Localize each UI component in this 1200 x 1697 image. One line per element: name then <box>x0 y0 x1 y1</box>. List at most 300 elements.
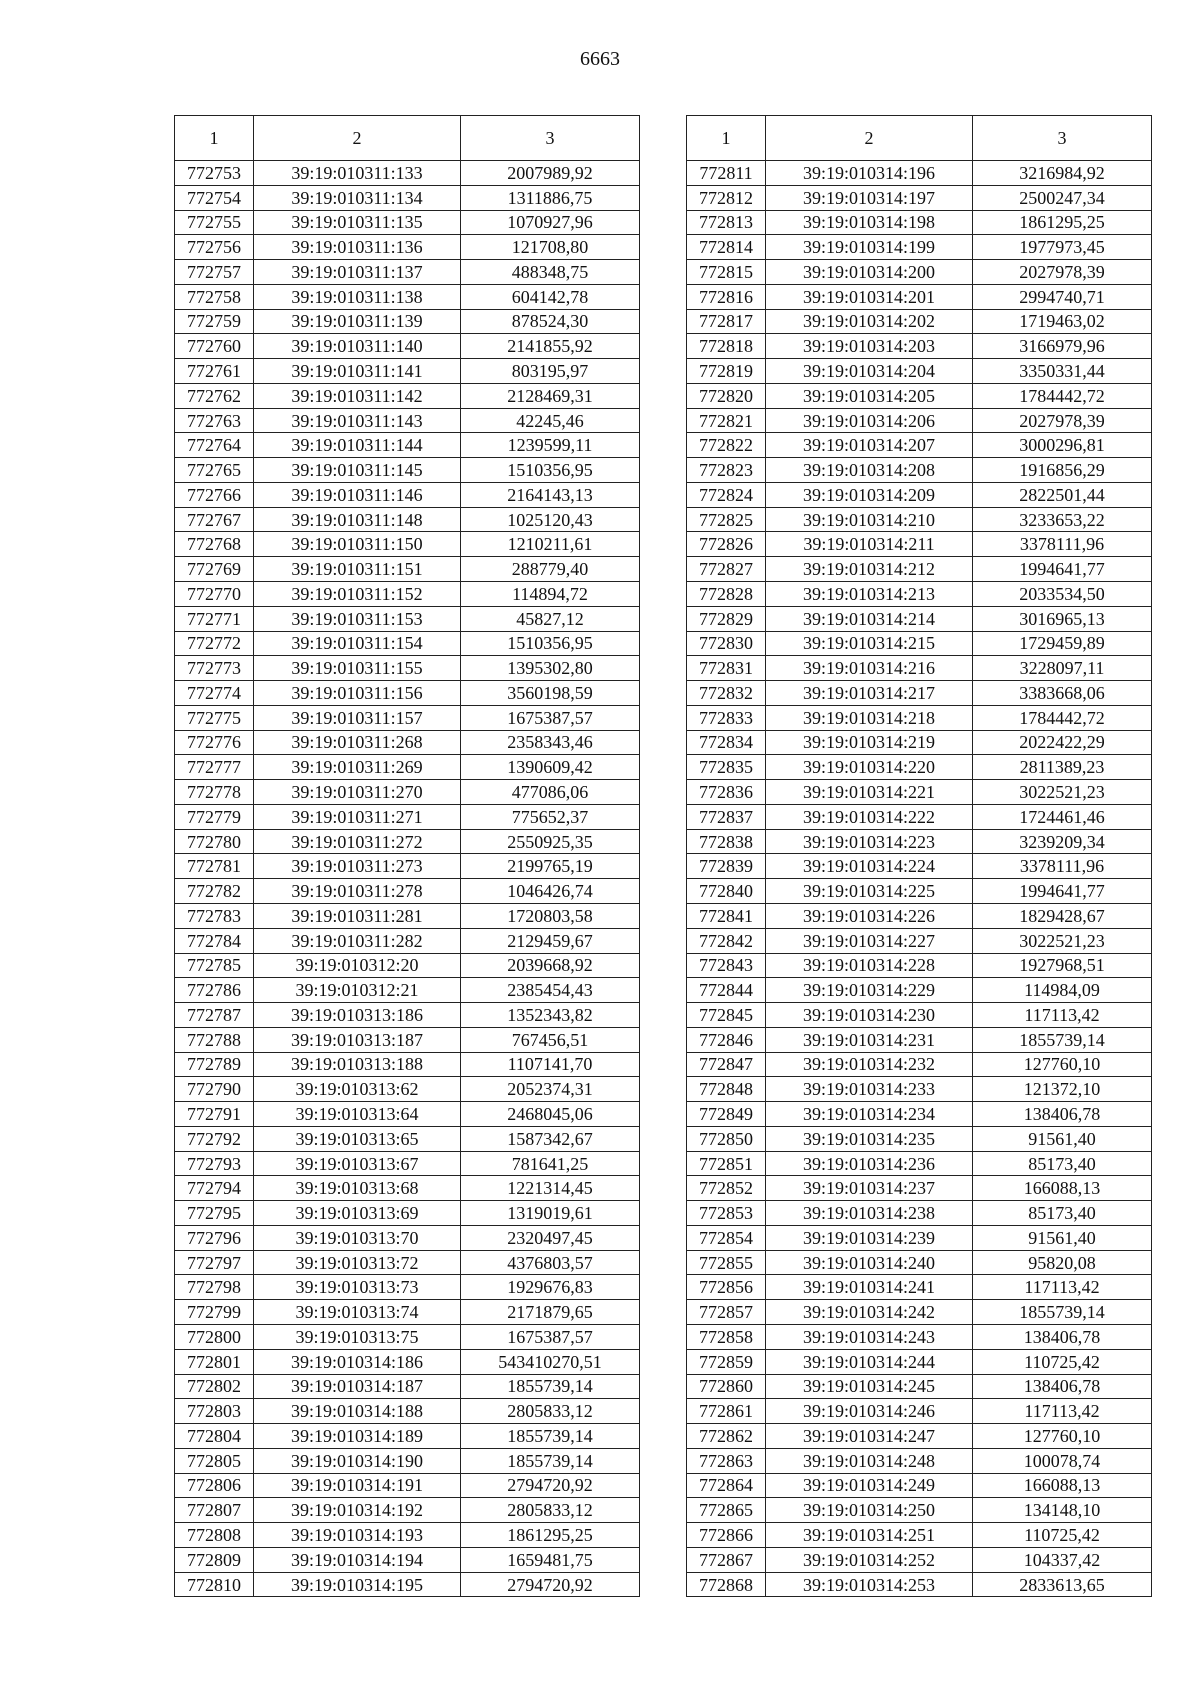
value-cell: 1352343,82 <box>461 1003 640 1028</box>
row-number-cell: 772866 <box>687 1523 766 1548</box>
row-number-cell: 772776 <box>175 730 254 755</box>
value-cell: 121708,80 <box>461 235 640 260</box>
table-row <box>175 235 640 260</box>
row-number-cell: 772755 <box>175 210 254 235</box>
value-cell: 803195,97 <box>461 359 640 384</box>
value-cell: 2811389,23 <box>973 755 1152 780</box>
row-number-cell: 772842 <box>687 928 766 953</box>
value-cell: 2033534,50 <box>973 582 1152 607</box>
value-cell: 543410270,51 <box>461 1349 640 1374</box>
row-number-cell: 772762 <box>175 383 254 408</box>
value-cell: 781641,25 <box>461 1151 640 1176</box>
value-cell: 1861295,25 <box>461 1523 640 1548</box>
row-number-cell: 772834 <box>687 730 766 755</box>
table-row <box>175 359 640 384</box>
table-row <box>175 631 640 656</box>
cadastral-number-cell: 39:19:010311:136 <box>254 235 461 260</box>
value-cell: 117113,42 <box>973 1275 1152 1300</box>
row-number-cell: 772760 <box>175 334 254 359</box>
row-number-cell: 772830 <box>687 631 766 656</box>
value-cell: 42245,46 <box>461 408 640 433</box>
row-number-cell: 772826 <box>687 532 766 557</box>
value-cell: 604142,78 <box>461 284 640 309</box>
value-cell: 1070927,96 <box>461 210 640 235</box>
cadastral-number-cell: 39:19:010314:197 <box>766 185 973 210</box>
right-table-body <box>687 161 1152 1597</box>
cadastral-number-cell: 39:19:010311:151 <box>254 557 461 582</box>
table-row <box>175 161 640 186</box>
cadastral-number-cell: 39:19:010311:143 <box>254 408 461 433</box>
cadastral-number-cell: 39:19:010314:247 <box>766 1424 973 1449</box>
row-number-cell: 772779 <box>175 804 254 829</box>
cadastral-number-cell: 39:19:010314:234 <box>766 1102 973 1127</box>
cadastral-number-cell: 39:19:010313:72 <box>254 1250 461 1275</box>
row-number-cell: 772803 <box>175 1399 254 1424</box>
cadastral-number-cell: 39:19:010314:239 <box>766 1225 973 1250</box>
cadastral-number-cell: 39:19:010314:225 <box>766 879 973 904</box>
cadastral-number-cell: 39:19:010313:187 <box>254 1027 461 1052</box>
value-cell: 114894,72 <box>461 582 640 607</box>
row-number-cell: 772851 <box>687 1151 766 1176</box>
value-cell: 1994641,77 <box>973 879 1152 904</box>
row-number-cell: 772820 <box>687 383 766 408</box>
cadastral-number-cell: 39:19:010314:250 <box>766 1498 973 1523</box>
row-number-cell: 772798 <box>175 1275 254 1300</box>
table-row <box>687 532 1152 557</box>
row-number-cell: 772846 <box>687 1027 766 1052</box>
cadastral-number-cell: 39:19:010311:273 <box>254 854 461 879</box>
row-number-cell: 772805 <box>175 1448 254 1473</box>
cadastral-number-cell: 39:19:010311:152 <box>254 582 461 607</box>
value-cell: 1916856,29 <box>973 458 1152 483</box>
value-cell: 1861295,25 <box>973 210 1152 235</box>
row-number-cell: 772827 <box>687 557 766 582</box>
table-row <box>687 854 1152 879</box>
value-cell: 878524,30 <box>461 309 640 334</box>
table-row <box>687 730 1152 755</box>
table-row <box>175 260 640 285</box>
value-cell: 138406,78 <box>973 1374 1152 1399</box>
value-cell: 2320497,45 <box>461 1225 640 1250</box>
row-number-cell: 772753 <box>175 161 254 186</box>
cadastral-number-cell: 39:19:010311:153 <box>254 606 461 631</box>
value-cell: 3228097,11 <box>973 656 1152 681</box>
row-number-cell: 772811 <box>687 161 766 186</box>
table-row <box>687 1176 1152 1201</box>
value-cell: 1927968,51 <box>973 953 1152 978</box>
cadastral-number-cell: 39:19:010313:188 <box>254 1052 461 1077</box>
value-cell: 1221314,45 <box>461 1176 640 1201</box>
value-cell: 3233653,22 <box>973 507 1152 532</box>
row-number-cell: 772807 <box>175 1498 254 1523</box>
cadastral-number-cell: 39:19:010314:188 <box>254 1399 461 1424</box>
column-header-3: 3 <box>461 116 640 161</box>
row-number-cell: 772804 <box>175 1424 254 1449</box>
row-number-cell: 772768 <box>175 532 254 557</box>
cadastral-number-cell: 39:19:010311:146 <box>254 482 461 507</box>
row-number-cell: 772815 <box>687 260 766 285</box>
value-cell: 1025120,43 <box>461 507 640 532</box>
table-row <box>687 482 1152 507</box>
cadastral-number-cell: 39:19:010314:249 <box>766 1473 973 1498</box>
table-row <box>175 284 640 309</box>
row-number-cell: 772800 <box>175 1324 254 1349</box>
row-number-cell: 772767 <box>175 507 254 532</box>
value-cell: 85173,40 <box>973 1151 1152 1176</box>
column-header-3: 3 <box>973 116 1152 161</box>
table-row <box>687 1052 1152 1077</box>
cadastral-number-cell: 39:19:010314:195 <box>254 1572 461 1597</box>
value-cell: 767456,51 <box>461 1027 640 1052</box>
table-row <box>175 978 640 1003</box>
page-number: 6663 <box>580 48 620 70</box>
cadastral-number-cell: 39:19:010314:199 <box>766 235 973 260</box>
table-row <box>175 1201 640 1226</box>
value-cell: 2822501,44 <box>973 482 1152 507</box>
row-number-cell: 772814 <box>687 235 766 260</box>
table-row <box>175 1052 640 1077</box>
cadastral-number-cell: 39:19:010314:241 <box>766 1275 973 1300</box>
table-row <box>175 1151 640 1176</box>
table-row <box>687 185 1152 210</box>
cadastral-number-cell: 39:19:010314:202 <box>766 309 973 334</box>
value-cell: 1855739,14 <box>973 1027 1152 1052</box>
cadastral-number-cell: 39:19:010314:221 <box>766 780 973 805</box>
row-number-cell: 772761 <box>175 359 254 384</box>
cadastral-number-cell: 39:19:010314:229 <box>766 978 973 1003</box>
row-number-cell: 772862 <box>687 1424 766 1449</box>
value-cell: 4376803,57 <box>461 1250 640 1275</box>
cadastral-number-cell: 39:19:010314:227 <box>766 928 973 953</box>
table-row <box>175 1374 640 1399</box>
value-cell: 3000296,81 <box>973 433 1152 458</box>
cadastral-number-cell: 39:19:010314:214 <box>766 606 973 631</box>
row-number-cell: 772809 <box>175 1547 254 1572</box>
value-cell: 117113,42 <box>973 1003 1152 1028</box>
row-number-cell: 772845 <box>687 1003 766 1028</box>
value-cell: 3239209,34 <box>973 829 1152 854</box>
value-cell: 2794720,92 <box>461 1572 640 1597</box>
cadastral-number-cell: 39:19:010313:64 <box>254 1102 461 1127</box>
table-row <box>687 284 1152 309</box>
cadastral-number-cell: 39:19:010314:237 <box>766 1176 973 1201</box>
cadastral-number-cell: 39:19:010311:148 <box>254 507 461 532</box>
table-row <box>175 557 640 582</box>
value-cell: 2027978,39 <box>973 260 1152 285</box>
value-cell: 114984,09 <box>973 978 1152 1003</box>
row-number-cell: 772835 <box>687 755 766 780</box>
cadastral-number-cell: 39:19:010314:236 <box>766 1151 973 1176</box>
table-row <box>687 1225 1152 1250</box>
value-cell: 288779,40 <box>461 557 640 582</box>
table-row <box>175 433 640 458</box>
value-cell: 1046426,74 <box>461 879 640 904</box>
row-number-cell: 772789 <box>175 1052 254 1077</box>
column-header-2: 2 <box>254 116 461 161</box>
row-number-cell: 772786 <box>175 978 254 1003</box>
value-cell: 2468045,06 <box>461 1102 640 1127</box>
row-number-cell: 772763 <box>175 408 254 433</box>
row-number-cell: 772854 <box>687 1225 766 1250</box>
table-row <box>687 235 1152 260</box>
cadastral-number-cell: 39:19:010311:137 <box>254 260 461 285</box>
cadastral-number-cell: 39:19:010314:208 <box>766 458 973 483</box>
table-row <box>175 1448 640 1473</box>
value-cell: 1994641,77 <box>973 557 1152 582</box>
cadastral-number-cell: 39:19:010311:150 <box>254 532 461 557</box>
table-row <box>687 780 1152 805</box>
column-header-1: 1 <box>175 116 254 161</box>
row-number-cell: 772754 <box>175 185 254 210</box>
row-number-cell: 772821 <box>687 408 766 433</box>
table-row <box>175 705 640 730</box>
value-cell: 1784442,72 <box>973 383 1152 408</box>
row-number-cell: 772816 <box>687 284 766 309</box>
row-number-cell: 772819 <box>687 359 766 384</box>
value-cell: 2007989,92 <box>461 161 640 186</box>
table-row <box>687 1523 1152 1548</box>
table-row <box>175 1424 640 1449</box>
row-number-cell: 772777 <box>175 755 254 780</box>
table-row <box>175 1498 640 1523</box>
row-number-cell: 772836 <box>687 780 766 805</box>
cadastral-number-cell: 39:19:010314:219 <box>766 730 973 755</box>
cadastral-number-cell: 39:19:010311:134 <box>254 185 461 210</box>
table-row <box>687 359 1152 384</box>
table-row <box>687 1126 1152 1151</box>
cadastral-number-cell: 39:19:010314:235 <box>766 1126 973 1151</box>
cadastral-number-cell: 39:19:010314:240 <box>766 1250 973 1275</box>
row-number-cell: 772858 <box>687 1324 766 1349</box>
table-row <box>175 953 640 978</box>
table-row <box>687 1077 1152 1102</box>
table-row <box>175 1473 640 1498</box>
cadastral-number-cell: 39:19:010314:242 <box>766 1300 973 1325</box>
row-number-cell: 772772 <box>175 631 254 656</box>
cadastral-number-cell: 39:19:010314:207 <box>766 433 973 458</box>
table-row <box>687 1547 1152 1572</box>
cadastral-number-cell: 39:19:010311:145 <box>254 458 461 483</box>
table-row <box>175 1547 640 1572</box>
value-cell: 1319019,61 <box>461 1201 640 1226</box>
table-row <box>687 656 1152 681</box>
table-row <box>687 161 1152 186</box>
table-row <box>175 730 640 755</box>
row-number-cell: 772794 <box>175 1176 254 1201</box>
cadastral-number-cell: 39:19:010313:70 <box>254 1225 461 1250</box>
value-cell: 100078,74 <box>973 1448 1152 1473</box>
cadastral-number-cell: 39:19:010314:216 <box>766 656 973 681</box>
table-row <box>687 903 1152 928</box>
cadastral-number-cell: 39:19:010312:20 <box>254 953 461 978</box>
table-row <box>175 1349 640 1374</box>
row-number-cell: 772788 <box>175 1027 254 1052</box>
row-number-cell: 772840 <box>687 879 766 904</box>
value-cell: 127760,10 <box>973 1424 1152 1449</box>
row-number-cell: 772832 <box>687 681 766 706</box>
row-number-cell: 772784 <box>175 928 254 953</box>
row-number-cell: 772782 <box>175 879 254 904</box>
value-cell: 1210211,61 <box>461 532 640 557</box>
cadastral-number-cell: 39:19:010314:194 <box>254 1547 461 1572</box>
row-number-cell: 772764 <box>175 433 254 458</box>
table-row <box>175 656 640 681</box>
value-cell: 1977973,45 <box>973 235 1152 260</box>
table-row <box>687 953 1152 978</box>
value-cell: 1729459,89 <box>973 631 1152 656</box>
value-cell: 2022422,29 <box>973 730 1152 755</box>
value-cell: 95820,08 <box>973 1250 1152 1275</box>
table-row <box>175 1126 640 1151</box>
row-number-cell: 772756 <box>175 235 254 260</box>
row-number-cell: 772837 <box>687 804 766 829</box>
table-row <box>687 383 1152 408</box>
cadastral-number-cell: 39:19:010314:203 <box>766 334 973 359</box>
cadastral-number-cell: 39:19:010311:140 <box>254 334 461 359</box>
table-row <box>175 928 640 953</box>
table-row <box>175 532 640 557</box>
table-row <box>175 210 640 235</box>
value-cell: 134148,10 <box>973 1498 1152 1523</box>
value-cell: 3016965,13 <box>973 606 1152 631</box>
cadastral-number-cell: 39:19:010314:212 <box>766 557 973 582</box>
value-cell: 138406,78 <box>973 1324 1152 1349</box>
row-number-cell: 772833 <box>687 705 766 730</box>
cadastral-number-cell: 39:19:010314:206 <box>766 408 973 433</box>
row-number-cell: 772852 <box>687 1176 766 1201</box>
table-row <box>175 1399 640 1424</box>
row-number-cell: 772785 <box>175 953 254 978</box>
table-row <box>687 1374 1152 1399</box>
table-row <box>687 804 1152 829</box>
row-number-cell: 772765 <box>175 458 254 483</box>
row-number-cell: 772850 <box>687 1126 766 1151</box>
row-number-cell: 772829 <box>687 606 766 631</box>
cadastral-number-cell: 39:19:010314:205 <box>766 383 973 408</box>
cadastral-number-cell: 39:19:010314:218 <box>766 705 973 730</box>
table-row <box>175 829 640 854</box>
cadastral-number-cell: 39:19:010314:217 <box>766 681 973 706</box>
row-number-cell: 772824 <box>687 482 766 507</box>
row-number-cell: 772791 <box>175 1102 254 1127</box>
value-cell: 3560198,59 <box>461 681 640 706</box>
value-cell: 117113,42 <box>973 1399 1152 1424</box>
cadastral-number-cell: 39:19:010314:189 <box>254 1424 461 1449</box>
value-cell: 121372,10 <box>973 1077 1152 1102</box>
value-cell: 1855739,14 <box>461 1424 640 1449</box>
cadastral-number-cell: 39:19:010314:248 <box>766 1448 973 1473</box>
row-number-cell: 772759 <box>175 309 254 334</box>
value-cell: 2358343,46 <box>461 730 640 755</box>
row-number-cell: 772857 <box>687 1300 766 1325</box>
table-row <box>687 408 1152 433</box>
table-row <box>687 978 1152 1003</box>
row-number-cell: 772860 <box>687 1374 766 1399</box>
row-number-cell: 772770 <box>175 582 254 607</box>
cadastral-number-cell: 39:19:010314:232 <box>766 1052 973 1077</box>
row-number-cell: 772853 <box>687 1201 766 1226</box>
table-row <box>175 1572 640 1597</box>
value-cell: 1829428,67 <box>973 903 1152 928</box>
table-row <box>175 1225 640 1250</box>
row-number-cell: 772823 <box>687 458 766 483</box>
value-cell: 3350331,44 <box>973 359 1152 384</box>
row-number-cell: 772856 <box>687 1275 766 1300</box>
cadastral-number-cell: 39:19:010314:252 <box>766 1547 973 1572</box>
value-cell: 2052374,31 <box>461 1077 640 1102</box>
row-number-cell: 772828 <box>687 582 766 607</box>
cadastral-number-cell: 39:19:010311:135 <box>254 210 461 235</box>
cadastral-number-cell: 39:19:010314:186 <box>254 1349 461 1374</box>
row-number-cell: 772855 <box>687 1250 766 1275</box>
table-row <box>687 879 1152 904</box>
cadastral-number-cell: 39:19:010311:142 <box>254 383 461 408</box>
table-row <box>687 606 1152 631</box>
table-row <box>175 681 640 706</box>
cadastral-number-cell: 39:19:010314:198 <box>766 210 973 235</box>
table-row <box>175 879 640 904</box>
cadastral-number-cell: 39:19:010311:281 <box>254 903 461 928</box>
row-number-cell: 772790 <box>175 1077 254 1102</box>
cadastral-number-cell: 39:19:010313:186 <box>254 1003 461 1028</box>
row-number-cell: 772792 <box>175 1126 254 1151</box>
table-row <box>687 631 1152 656</box>
value-cell: 2994740,71 <box>973 284 1152 309</box>
table-row <box>687 582 1152 607</box>
table-row <box>687 1102 1152 1127</box>
value-cell: 1784442,72 <box>973 705 1152 730</box>
cadastral-number-cell: 39:19:010313:62 <box>254 1077 461 1102</box>
cadastral-number-cell: 39:19:010314:253 <box>766 1572 973 1597</box>
value-cell: 1395302,80 <box>461 656 640 681</box>
row-number-cell: 772802 <box>175 1374 254 1399</box>
value-cell: 1510356,95 <box>461 631 640 656</box>
value-cell: 2039668,92 <box>461 953 640 978</box>
value-cell: 2164143,13 <box>461 482 640 507</box>
row-number-cell: 772863 <box>687 1448 766 1473</box>
table-row <box>687 507 1152 532</box>
value-cell: 1719463,02 <box>973 309 1152 334</box>
table-row <box>687 1349 1152 1374</box>
table-row <box>687 928 1152 953</box>
value-cell: 3022521,23 <box>973 780 1152 805</box>
cadastral-number-cell: 39:19:010314:244 <box>766 1349 973 1374</box>
value-cell: 1587342,67 <box>461 1126 640 1151</box>
row-number-cell: 772769 <box>175 557 254 582</box>
value-cell: 775652,37 <box>461 804 640 829</box>
value-cell: 2128469,31 <box>461 383 640 408</box>
row-number-cell: 772849 <box>687 1102 766 1127</box>
table-row <box>175 903 640 928</box>
row-number-cell: 772797 <box>175 1250 254 1275</box>
cadastral-number-cell: 39:19:010314:215 <box>766 631 973 656</box>
value-cell: 3383668,06 <box>973 681 1152 706</box>
table-row <box>175 1275 640 1300</box>
table-row <box>687 1275 1152 1300</box>
table-row <box>175 1077 640 1102</box>
table-row <box>687 1027 1152 1052</box>
table-row <box>687 1498 1152 1523</box>
cadastral-number-cell: 39:19:010314:251 <box>766 1523 973 1548</box>
value-cell: 166088,13 <box>973 1473 1152 1498</box>
value-cell: 1855739,14 <box>461 1448 640 1473</box>
table-row <box>175 854 640 879</box>
value-cell: 91561,40 <box>973 1126 1152 1151</box>
cadastral-number-cell: 39:19:010314:211 <box>766 532 973 557</box>
row-number-cell: 772859 <box>687 1349 766 1374</box>
table-row <box>687 1424 1152 1449</box>
value-cell: 2385454,43 <box>461 978 640 1003</box>
